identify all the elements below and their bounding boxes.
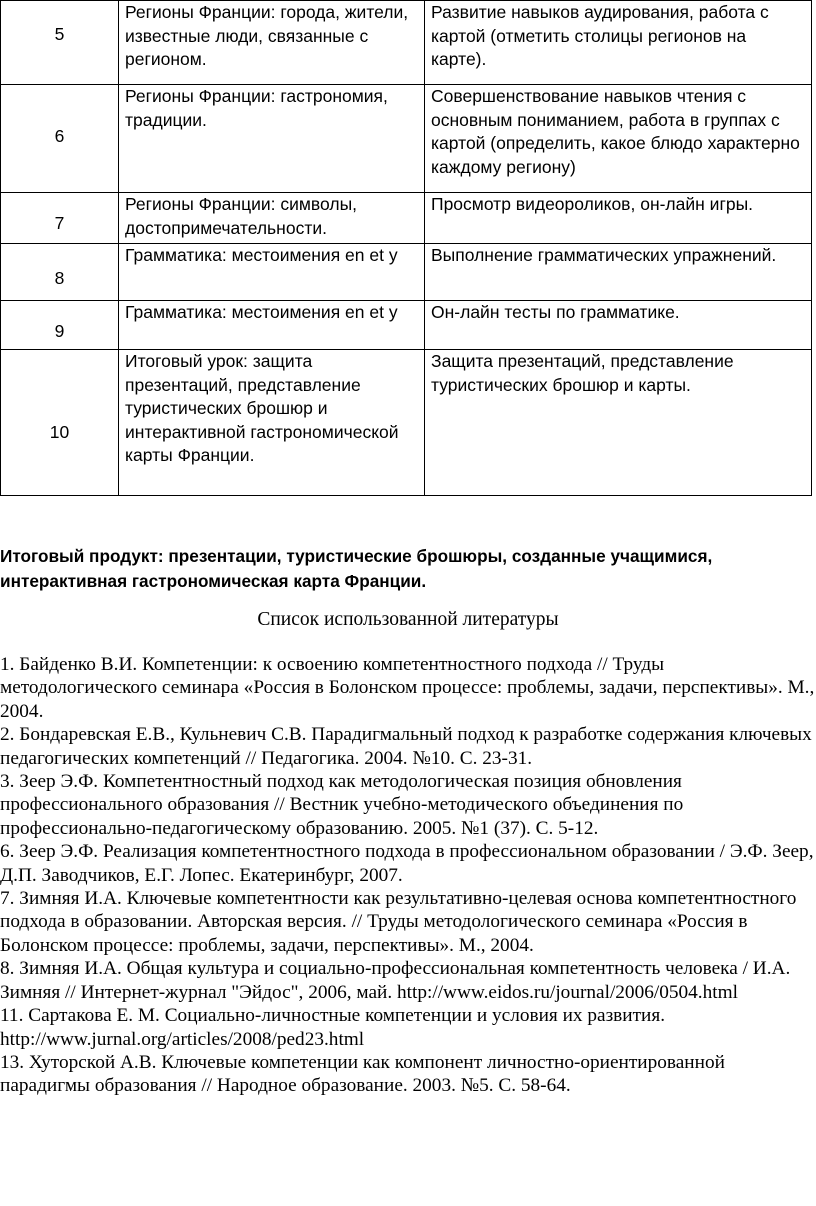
lesson-number: 10 — [1, 350, 119, 496]
table-row — [1, 85, 812, 193]
lesson-number: 8 — [1, 244, 119, 301]
lesson-number: 5 — [1, 1, 119, 85]
reference-item: 7. Зимняя И.А. Ключевые компетентности как результативно-целевая основа компетентностного подхода в образовании. Авторская версия. // Труды методологического семинара «Россия в Болонском процессе: проблемы, задачи, перспективы». М., 2004. — [0, 888, 797, 956]
lesson-activity: Развитие навыков аудирования, работа с картой (отметить столицы регионов на карте). — [425, 1, 812, 85]
reference-item: 8. Зимняя И.А. Общая культура и социально-профессиональная компетентность человека / И.А. Зимняя // Интернет-журнал "Эйдос", 2006, май. http://www.eidos.ru/journal/2006/0504.html — [0, 958, 791, 1003]
reference-item: 6. Зеер Э.Ф. Реализация компетентностного подхода в профессиональном образовании / Э.Ф. Зеер, Д.П. Заводчиков, Е.Г. Лопес. Екатеринбург, 2007. — [0, 841, 814, 886]
lesson-topic: Грамматика: местоимения en et y — [119, 301, 425, 350]
lesson-topic: Регионы Франции: города, жители, известные люди, связанные с регионом. — [119, 1, 425, 85]
lesson-activity: Просмотр видеороликов, он-лайн игры. — [425, 193, 812, 244]
references-list — [0, 653, 816, 1098]
reference-item: 2. Бондаревская Е.В., Кульневич С.В. Парадигмальный подход к разработке содержания ключевых педагогических компетенций // Педагогика. 2004. №10. С. 23-31. — [0, 724, 812, 769]
table-row — [1, 301, 812, 350]
lesson-topic: Грамматика: местоимения en et y — [119, 244, 425, 301]
table-row — [1, 350, 812, 496]
lesson-number: 6 — [1, 85, 119, 193]
lesson-activity: Защита презентаций, представление туристических брошюр и карты. — [425, 350, 812, 496]
lesson-plan-table — [0, 0, 812, 496]
final-product-summary: Итоговый продукт: презентации, туристические брошюры, созданные учащимися, интерактивная гастрономическая карта Франции. — [0, 546, 713, 591]
reference-item: 1. Байденко В.И. Компетенции: к освоению компетентностного подхода // Труды методологического семинара «Россия в Болонском процессе: проблемы, задачи, перспективы». М., 2004. — [0, 654, 815, 722]
lesson-activity: Выполнение грамматических упражнений. — [425, 244, 812, 301]
lesson-topic: Регионы Франции: символы, достопримечательности. — [119, 193, 425, 244]
lesson-number: 7 — [1, 193, 119, 244]
lesson-topic: Итоговый урок: защита презентаций, представление туристических брошюр и интерактивной гастрономической карты Франции. — [119, 350, 425, 496]
reference-item: 13. Хуторской А.В. Ключевые компетенции как компонент личностно-ориентированной парадигмы образования // Народное образование. 2003. №5. С. 58-64. — [0, 1051, 725, 1097]
lesson-activity: Совершенствование навыков чтения с основным пониманием, работа в группах с картой (определить, какое блюдо характерно каждому региону) — [425, 85, 812, 193]
lesson-number: 9 — [1, 301, 119, 350]
references-title: Список использованной литературы — [257, 609, 559, 630]
table-row — [1, 193, 812, 244]
table-row — [1, 244, 812, 301]
table-row — [1, 1, 812, 85]
reference-item: 3. Зеер Э.Ф. Компетентностный подход как методологическая позиция обновления профессионального образования // Вестник учебно-методического объединения по профессионально-педагогическому образованию. 2005. №1 (37). С. 5-12. — [0, 771, 684, 839]
lesson-topic: Регионы Франции: гастрономия, традиции. — [119, 85, 425, 193]
lesson-activity: Он-лайн тесты по грамматике. — [425, 301, 812, 350]
reference-item: 11. Сартакова Е. М. Социально-личностные компетенции и условия их развития. http://www.jurnal.org/articles/2008/ped23.html — [0, 1005, 666, 1050]
